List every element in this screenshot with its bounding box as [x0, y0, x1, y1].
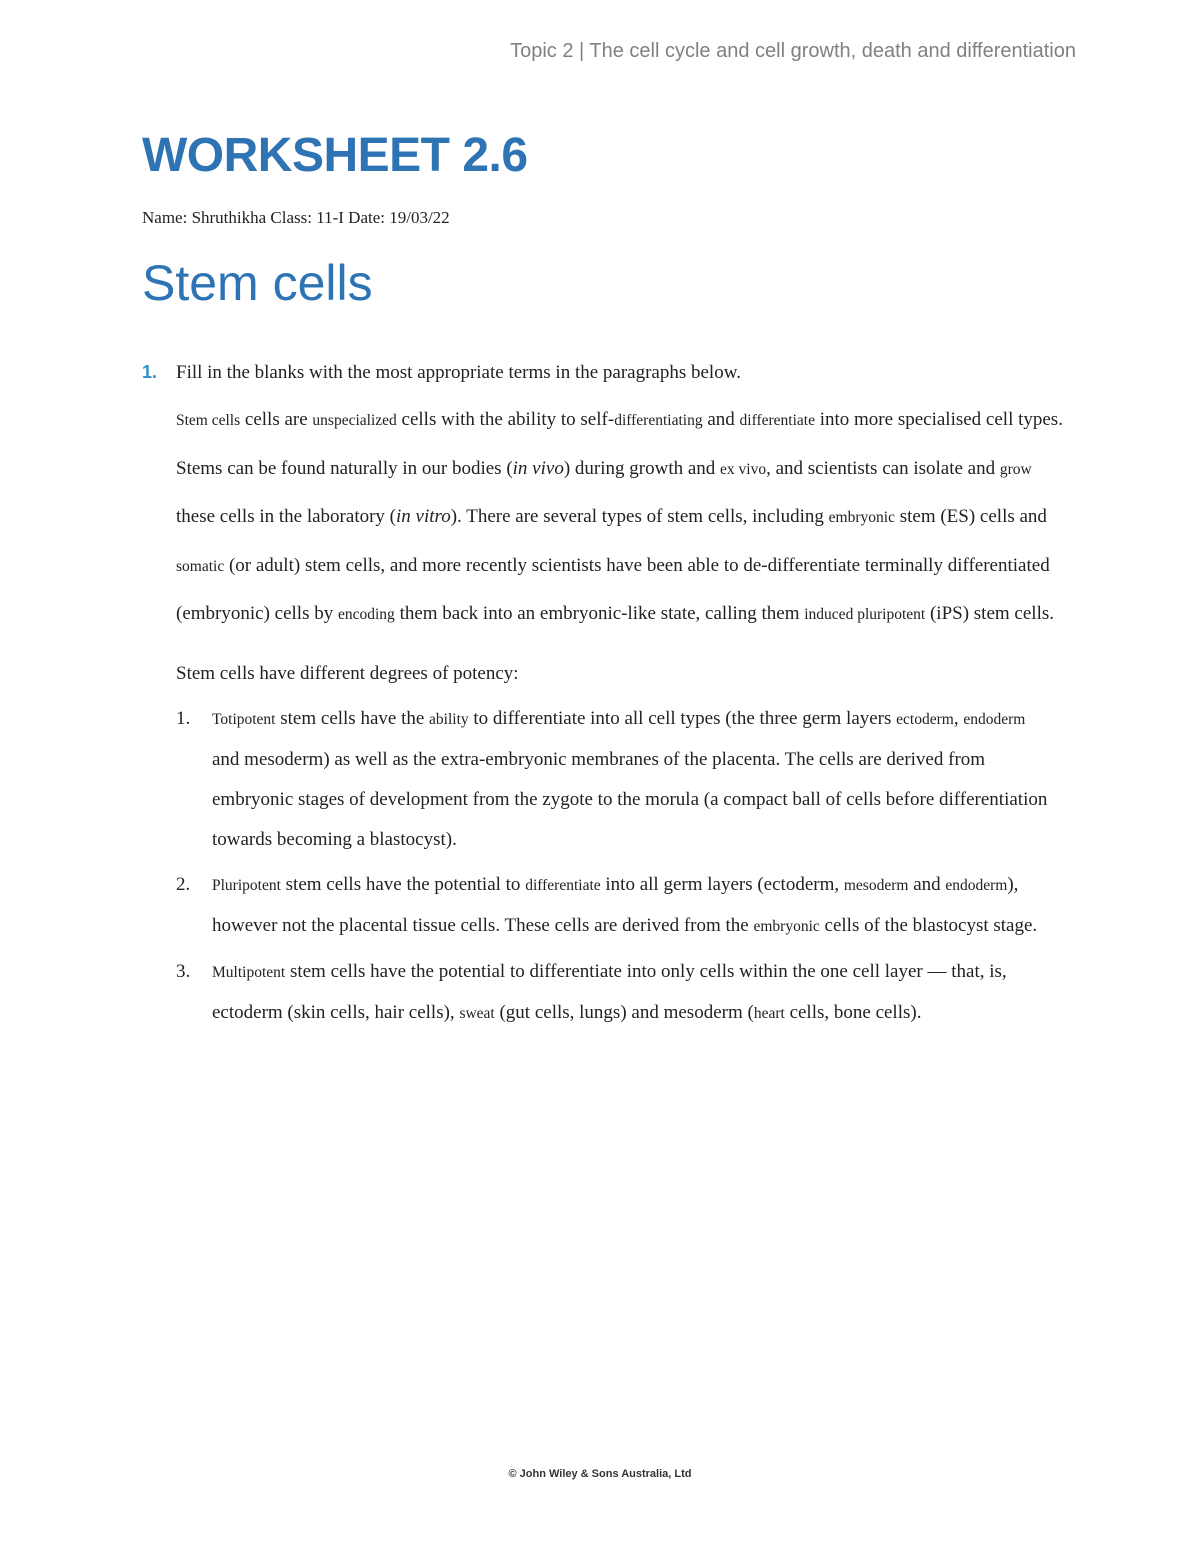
answer-blank: sweat: [459, 1004, 495, 1022]
answer-blank: Totipotent: [212, 710, 276, 728]
answer-blank: grow: [999, 460, 1032, 478]
answer-blank: endoderm: [945, 876, 1008, 894]
answer-paragraph: [176, 396, 1071, 639]
answer-blank: embryonic: [753, 917, 820, 935]
answer-blank: mesoderm: [843, 876, 909, 894]
question-number: 1.: [142, 362, 158, 382]
potency-intro: Stem cells have different degrees of potency:: [176, 662, 519, 684]
item-text: cells, bone cells).: [784, 1001, 922, 1023]
paragraph-text: ) during growth and: [563, 457, 721, 479]
item-text: (gut cells, lungs) and mesoderm (: [494, 1001, 754, 1023]
answer-blank: endoderm: [963, 710, 1026, 728]
paragraph-text: into more specialised cell types. Stems can be found naturally in our bodies (: [176, 409, 1063, 479]
student-details: Name: Shruthikha Class: 11-I Date: 19/03/22: [142, 208, 450, 227]
item-text: to differentiate into all cell types (the three germ layers: [468, 707, 897, 729]
italic-term: in vitro: [396, 506, 451, 527]
answer-blank: induced pluripotent: [804, 606, 926, 623]
item-text: stem cells have the potential to differentiate into only cells within the one cell layer — that, is, ectoderm (skin cells, hair cells),: [212, 960, 1007, 1023]
answer-blank: ex vivo: [720, 460, 767, 478]
answer-blank: differentiate: [739, 412, 815, 429]
item-text: stem cells have the: [275, 707, 430, 729]
answer-blank: Stem cells: [176, 412, 241, 429]
answer-blank: Multipotent: [212, 963, 286, 981]
list-item-text: [212, 865, 1056, 947]
paragraph-text: (or adult) stem cells, and more recently scientists have been able to de-differentiate terminally differentiated (embryonic) cells by: [176, 554, 1050, 624]
paragraph-text: cells with the ability to self-: [396, 409, 615, 430]
answer-blank: encoding: [337, 606, 395, 623]
item-text: stem cells have the potential to: [280, 873, 526, 895]
paragraph-text: (iPS) stem cells.: [925, 603, 1054, 624]
section-title: Stem cells: [142, 255, 373, 311]
answer-blank: unspecialized: [312, 412, 397, 429]
question-prompt: Fill in the blanks with the most appropriate terms in the paragraphs below.: [176, 362, 741, 383]
list-item: [176, 865, 1056, 947]
paragraph-text: these cells in the laboratory (: [176, 506, 397, 527]
list-item-text: [212, 699, 1056, 860]
running-header: Topic 2 | The cell cycle and cell growth, death and differentiation: [510, 40, 1076, 62]
item-text: and mesoderm) as well as the extra-embryonic membranes of the placenta. The cells are derived from embryonic stages of development from the zygote to the morula (a compact ball of cells before differentiation towards becoming a blastocyst).: [212, 748, 1048, 850]
item-text: cells of the blastocyst stage.: [819, 914, 1038, 936]
paragraph-text: , and scientists can isolate and: [766, 457, 1000, 479]
answer-blank: somatic: [176, 557, 225, 575]
item-text: ), however not the placental tissue cells. These cells are derived from the: [212, 873, 1019, 936]
potency-list: [176, 699, 1056, 1034]
paragraph-text: and: [702, 409, 740, 430]
question-prompt-row: [142, 362, 1072, 384]
question-block: [142, 362, 1072, 1039]
answer-blank: ability: [429, 710, 469, 728]
list-item-number: 1.: [176, 707, 191, 729]
answer-blank: embryonic: [828, 509, 895, 526]
item-text: into all germ layers (ectoderm,: [600, 873, 844, 895]
answer-blank: differentiate: [525, 876, 601, 894]
worksheet-title: WORKSHEET 2.6: [142, 129, 528, 182]
list-item-text: [212, 952, 1056, 1034]
list-item: [176, 699, 1056, 860]
copyright-footer: © John Wiley & Sons Australia, Ltd: [508, 1468, 692, 1480]
answer-blank: heart: [753, 1004, 785, 1022]
list-item-number: 3.: [176, 960, 191, 982]
paragraph-text: stem (ES) cells and: [894, 506, 1047, 527]
paragraph-text: cells are: [240, 409, 313, 430]
answer-blank: Pluripotent: [212, 876, 281, 894]
answer-blank: differentiating: [614, 412, 703, 429]
paragraph-text: ). There are several types of stem cells, including: [450, 506, 829, 527]
item-text: and: [908, 873, 946, 895]
paragraph-text: them back into an embryonic-like state, calling them: [394, 603, 805, 624]
answer-blank: ectoderm: [896, 710, 954, 728]
list-item: [176, 952, 1056, 1034]
italic-term: in vivo: [512, 457, 564, 479]
item-text: ,: [953, 707, 964, 729]
list-item-number: 2.: [176, 873, 191, 895]
